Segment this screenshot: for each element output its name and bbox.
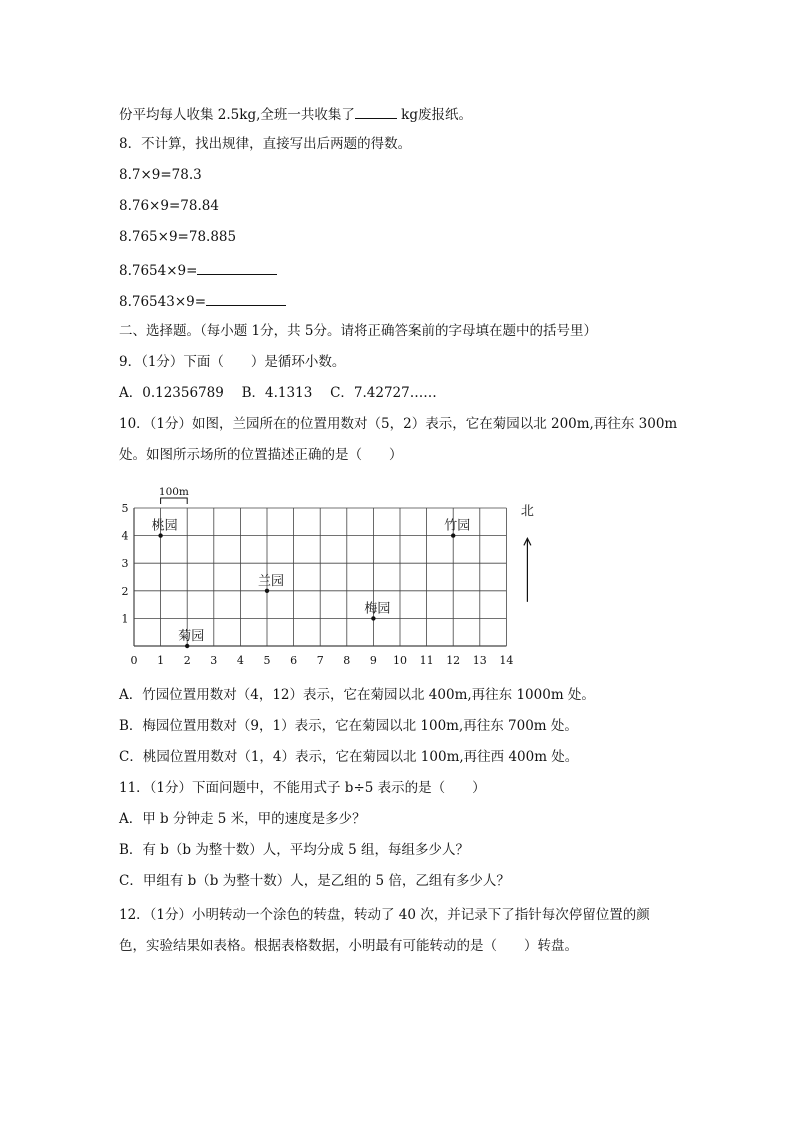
x-tick-label: 11 xyxy=(419,654,434,667)
question-10-option-b: B．梅园位置用数对（9，1）表示，它在菊园以北 100m,再往东 700m 处。 xyxy=(119,718,578,734)
equation-2: 8.76×9=78.84 xyxy=(119,198,219,214)
y-tick-label: 3 xyxy=(121,557,129,571)
x-tick-label: 7 xyxy=(316,654,324,667)
location-point xyxy=(265,589,269,593)
equation-5-blank[interactable] xyxy=(206,291,286,306)
question-10-line-2: 处。如图所示场所的位置描述正确的是（ ） xyxy=(119,447,403,463)
question-11-option-a: A．甲 b 分钟走 5 米，甲的速度是多少？ xyxy=(119,811,366,827)
question-10-option-c: C．桃园位置用数对（1，4）表示，它在菊园以北 100m,再往西 400m 处。 xyxy=(119,749,579,765)
question-10-option-a: A．竹园位置用数对（4，12）表示，它在菊园以北 400m,再往东 1000m 处。 xyxy=(119,687,595,703)
scale-label: 100m xyxy=(158,486,189,498)
section-2-heading: 二、选择题。（每小题 1分，共 5分。请将正确答案前的字母填在题中的括号里） xyxy=(119,323,598,339)
location-label: 菊园 xyxy=(178,629,205,644)
x-tick-label: 2 xyxy=(183,654,191,667)
x-tick-label: 14 xyxy=(499,654,514,667)
line-fill-blank-answer xyxy=(119,104,472,124)
equation-4 xyxy=(119,260,277,280)
question-11-option-c: C．甲组有 b（b 为整十数）人，是乙组的 5 倍，乙组有多少人？ xyxy=(119,873,510,889)
x-tick-label: 4 xyxy=(236,654,244,667)
equation-1: 8.7×9=78.3 xyxy=(119,167,202,183)
answer-blank[interactable] xyxy=(355,104,397,119)
equation-3: 8.765×9=78.885 xyxy=(119,229,237,245)
x-tick-label: 0 xyxy=(130,654,138,667)
location-label: 桃园 xyxy=(151,518,178,534)
location-point xyxy=(185,644,189,648)
question-11-option-b: B．有 b（b 为整十数）人，平均分成 5 组，每组多少人？ xyxy=(119,842,469,858)
location-label: 梅园 xyxy=(364,601,391,617)
scale-bar xyxy=(161,498,188,504)
location-point xyxy=(158,533,162,537)
equation-4-text: 8.7654×9= xyxy=(119,263,198,279)
x-tick-label: 8 xyxy=(343,654,351,667)
question-12-line-1: 12．（1分）小明转动一个涂色的转盘，转动了 40 次，并记录下了指针每次停留位置的颜 xyxy=(119,907,650,923)
y-tick-label: 2 xyxy=(121,584,129,598)
question-10-line-1: 10．（1分）如图，兰园所在的位置用数对（5，2）表示，它在菊园以北 200m,再往东 300m xyxy=(119,416,678,432)
line1-text-b: kg废报纸。 xyxy=(396,107,472,123)
question-12-line-2: 色，实验结果如表格。根据表格数据，小明最有可能转动的是（ ）转盘。 xyxy=(119,938,578,954)
equation-5 xyxy=(119,291,286,311)
x-tick-label: 12 xyxy=(446,654,461,667)
location-label: 竹园 xyxy=(444,518,471,534)
x-tick-label: 9 xyxy=(369,654,377,667)
question-9: 9．（1分）下面（ ）是循环小数。 xyxy=(119,354,346,370)
y-tick-label: 1 xyxy=(121,612,129,626)
location-point xyxy=(371,616,375,620)
x-tick-label: 13 xyxy=(472,654,487,667)
x-tick-label: 10 xyxy=(393,654,407,667)
x-tick-label: 1 xyxy=(157,654,165,667)
question-11: 11．（1分）下面问题中，不能用式子 b÷5 表示的是（ ） xyxy=(119,780,486,796)
equation-5-text: 8.76543×9= xyxy=(119,294,207,310)
y-tick-label: 5 xyxy=(121,502,129,515)
question-9-options: A．0.12356789 B．4.1313 C．7.42727…… xyxy=(119,385,437,401)
x-tick-label: 3 xyxy=(210,654,218,667)
location-label: 兰园 xyxy=(257,573,285,589)
line1-text-a: 份平均每人收集 2.5kg,全班一共收集了 xyxy=(119,107,355,123)
coordinate-grid-map xyxy=(110,470,550,670)
question-8: 8．不计算，找出规律，直接写出后两题的得数。 xyxy=(119,136,412,152)
equation-4-blank[interactable] xyxy=(197,260,277,275)
x-tick-label: 5 xyxy=(263,654,271,667)
location-point xyxy=(451,533,455,537)
x-tick-label: 6 xyxy=(290,654,298,667)
y-tick-label: 4 xyxy=(121,529,129,543)
north-label: 北 xyxy=(520,503,534,519)
